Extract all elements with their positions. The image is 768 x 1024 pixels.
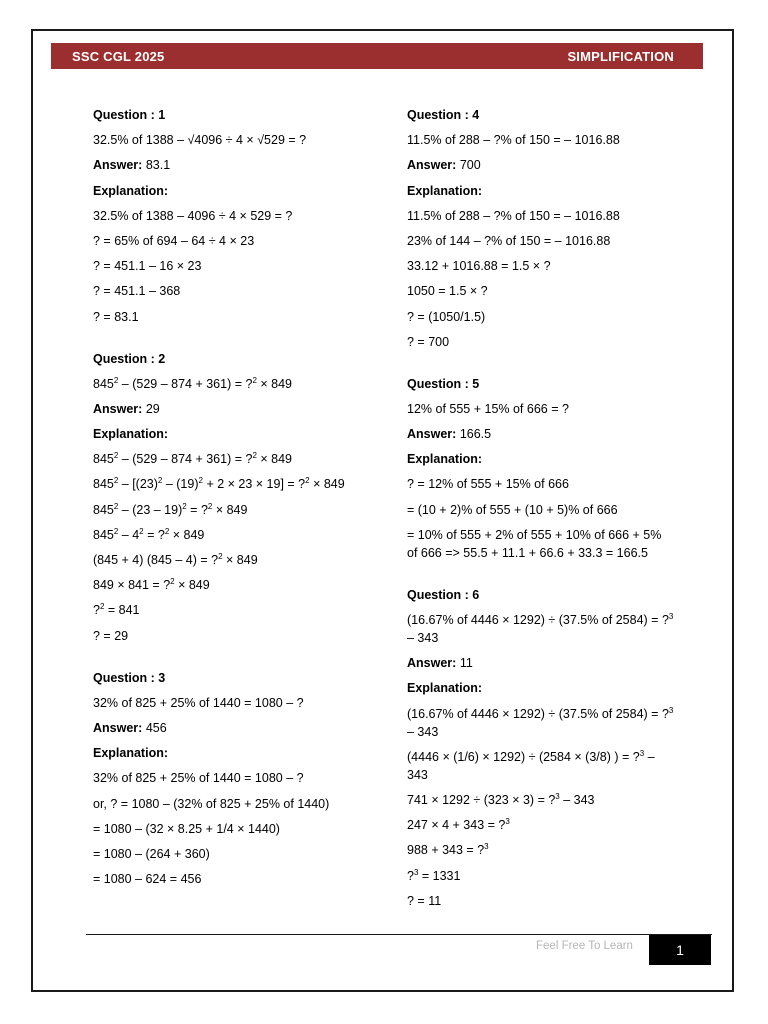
- answer-label: Answer:: [407, 656, 457, 671]
- explanation-step: (845 + 4) (845 – 4) = ?$^2$ × 849: [93, 552, 258, 567]
- explanation-step: 849 × 841 = ?$^2$ × 849: [93, 577, 210, 593]
- answer-value: 83.1: [145, 158, 171, 173]
- explanation-label: Explanation:: [407, 452, 483, 467]
- explanation-step: 1050 = 1.5 × ?: [407, 284, 488, 299]
- explanation-step: ? = 12% of 555 + 15% of 666: [407, 477, 569, 492]
- question-text: 32.5% of 1388 – √4096 ÷ 4 × √529 = ?: [93, 133, 307, 148]
- explanation-step: ?$^3$ = 1331: [407, 867, 461, 883]
- answer-label: Answer:: [93, 158, 143, 173]
- explanation-label: Explanation:: [93, 746, 169, 761]
- question-block: [93, 106, 383, 326]
- explanation-step: ? = 700: [407, 334, 450, 349]
- question-title: Question : 2: [93, 351, 166, 366]
- question-text: 11.5% of 288 – ?% of 150 = – 1016.88: [407, 133, 620, 148]
- answer-value: 29: [145, 401, 160, 416]
- explanation-step: ? = 451.1 – 368: [93, 284, 181, 299]
- explanation-step: ? = 29: [93, 628, 129, 643]
- answer-line: [407, 425, 675, 443]
- explanation-label: Explanation:: [407, 183, 483, 198]
- explanation-step: 741 × 1292 ÷ (323 × 3) = ?$^3$ – 343: [407, 791, 595, 807]
- answer-value: 166.5: [459, 427, 492, 442]
- explanation-step: ? = 65% of 694 – 64 ÷ 4 × 23: [93, 233, 255, 248]
- explanation-step: $845^2 - [(23)^2 - (19)^2 + 2 \times 23 \times 19]$ = ?$^2$ × 849: [93, 476, 345, 492]
- answer-line: [93, 400, 383, 418]
- explanation-step: = 1080 – (32 × 8.25 + 1/4 × 1440): [93, 821, 280, 836]
- explanation-step: (16.67% of 4446 × 1292) ÷ (37.5% of 2584) = ?$^3$ – 343: [407, 705, 674, 739]
- explanation-label: Explanation:: [93, 427, 169, 442]
- question-text: (16.67% of 4446 × 1292) ÷ (37.5% of 2584) = ?$^3$ – 343: [407, 612, 677, 645]
- question-block: [93, 350, 383, 645]
- answer-value: 700: [459, 158, 481, 173]
- explanation-step: $845^2 - (23 - 19)^2$ = ?$^2$ × 849: [93, 501, 248, 517]
- exam-title: SSC CGL 2025: [72, 48, 165, 64]
- explanation-step: 11.5% of 288 – ?% of 150 = – 1016.88: [407, 208, 620, 223]
- explanation-step: 247 × 4 + 343 = ?$^3$: [407, 817, 510, 833]
- explanation-step: $845^2 - (529 - 874 + 361)$ = ?$^2$ × 849: [93, 451, 293, 467]
- answer-line: [407, 156, 675, 174]
- explanation-step: $845^2 - 4^2$ = ?$^2$ × 849: [93, 526, 205, 542]
- explanation-step: 988 + 343 = ?$^3$: [407, 842, 489, 858]
- question-text: 12% of 555 + 15% of 666 = ?: [407, 401, 569, 416]
- explanation-step: = (10 + 2)% of 555 + (10 + 5)% of 666: [407, 502, 618, 517]
- question-block: [407, 106, 675, 351]
- topic-title: SIMPLIFICATION: [567, 48, 674, 64]
- question-title: Question : 4: [407, 108, 480, 122]
- question-text: 32% of 825 + 25% of 1440 = 1080 – ?: [93, 695, 304, 710]
- footer-rule: [86, 934, 712, 935]
- explanation-step: ? = 83.1: [93, 309, 139, 324]
- answer-value: 11: [459, 656, 473, 671]
- explanation-label: Explanation:: [93, 183, 169, 198]
- explanation-step: ? = 451.1 – 16 × 23: [93, 259, 202, 274]
- explanation-step: ? = 11: [407, 893, 442, 908]
- explanation-step: = 1080 – 624 = 456: [93, 872, 202, 887]
- explanation-step: ?$^2$ = 841: [93, 602, 140, 618]
- left-column: [93, 106, 383, 912]
- header-bar: [51, 43, 703, 69]
- explanation-step: 32.5% of 1388 – 4096 ÷ 4 × 529 = ?: [93, 208, 293, 223]
- question-block: [407, 586, 675, 910]
- explanation-step: 32% of 825 + 25% of 1440 = 1080 – ?: [93, 771, 304, 786]
- question-title: Question : 1: [93, 108, 166, 122]
- question-text: $845^2 - (529 - 874 + 361)$ = ?$^2$ × 849: [93, 375, 293, 391]
- answer-label: Answer:: [93, 401, 143, 416]
- explanation-label: Explanation:: [407, 681, 483, 696]
- explanation-step: or, ? = 1080 – (32% of 825 + 25% of 1440): [93, 796, 330, 811]
- explanation-step: 23% of 144 – ?% of 150 = – 1016.88: [407, 233, 611, 248]
- explanation-step: = 10% of 555 + 2% of 555 + 10% of 666 + 5% of 666 => 55.5 + 11.1 + 66.6 + 33.3 = 166.5: [407, 527, 662, 560]
- question-block: [93, 669, 383, 889]
- answer-label: Answer:: [93, 720, 143, 735]
- answer-value: 456: [145, 720, 167, 735]
- answer-line: [93, 156, 383, 174]
- answer-label: Answer:: [407, 427, 457, 442]
- answer-line: [93, 719, 383, 737]
- explanation-step: 33.12 + 1016.88 = 1.5 × ?: [407, 259, 551, 274]
- answer-label: Answer:: [407, 158, 457, 173]
- question-block: [407, 375, 675, 562]
- explanation-step: (4446 × (1/6) × 1292) ÷ (2584 × (3/8) ) = ?$^3$ – 343: [407, 748, 655, 782]
- explanation-step: = 1080 – (264 + 360): [93, 846, 210, 861]
- question-title: Question : 3: [93, 670, 166, 685]
- footer-tagline: Feel Free To Learn: [536, 940, 633, 952]
- question-title: Question : 6: [407, 587, 480, 602]
- explanation-step: ? = (1050/1.5): [407, 309, 486, 324]
- right-column: [407, 106, 675, 934]
- question-title: Question : 5: [407, 376, 480, 391]
- page-number: 1: [649, 935, 711, 965]
- answer-line: [407, 654, 675, 672]
